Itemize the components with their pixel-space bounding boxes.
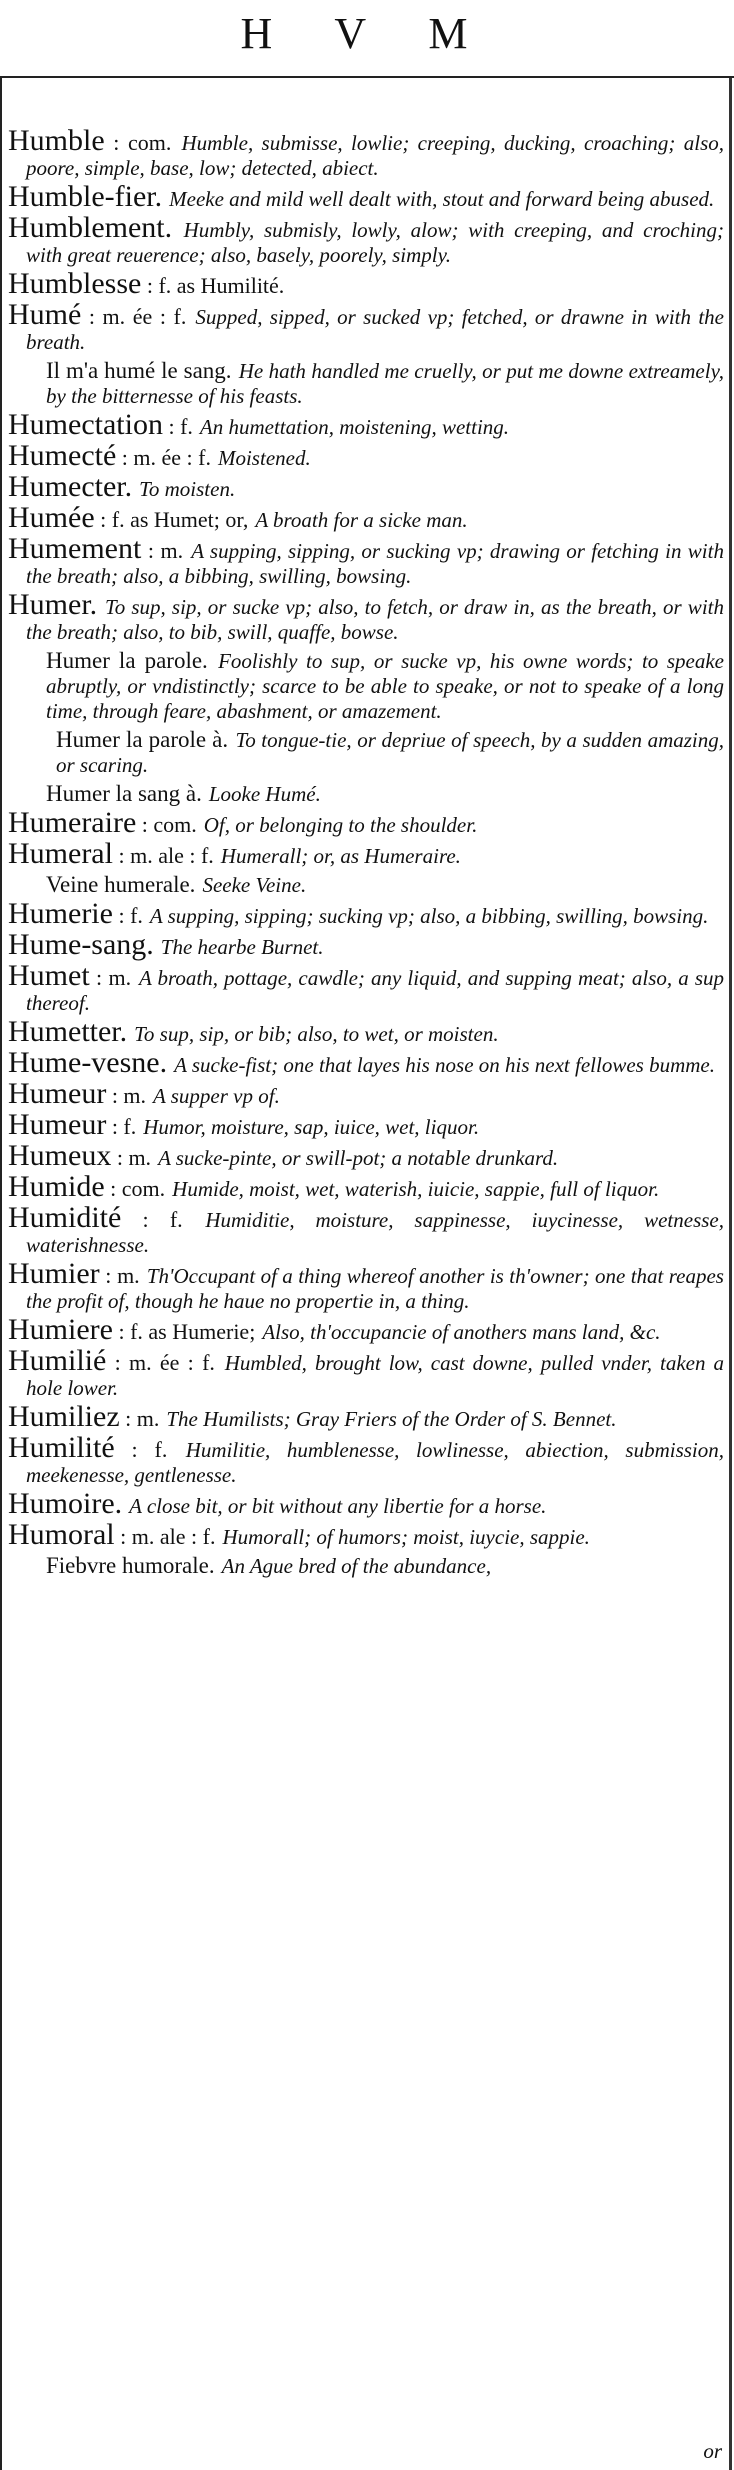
definition: A close bit, or bit without any libertie for a horse. [129,1494,547,1518]
grammar-note: : m. [99,1263,140,1288]
dictionary-entry [8,1400,724,1433]
definition: A supping, sipping, or sucking vp; drawing or fetching in with the breath; also, a bibbing, swilling, bowsing. [26,539,724,588]
dictionary-entry [8,1201,724,1258]
dictionary-entry [8,1170,724,1203]
headword: Humblement. [8,211,173,244]
definition: A broath, pottage, cawdle; any liquid, and supping meat; also, a sup thereof. [26,966,724,1015]
headword: Humer la sang à. [46,781,202,806]
definition: Humiditie, moisture, sappinesse, iuycinesse, wetnesse, waterishnesse. [26,1208,724,1257]
dictionary-entry [8,408,724,441]
headword: Humer. [8,588,98,621]
dictionary-entry [8,298,724,355]
grammar-note: : f. [121,1207,183,1232]
headword: Humecter. [8,470,133,503]
definition: A sucke-fist; one that layes his nose on his next fellowes bumme. [174,1053,715,1077]
dictionary-entry [8,439,724,472]
dictionary-entry [8,1015,724,1048]
dictionary-entry [8,501,724,534]
dictionary-entry [8,124,725,181]
dictionary-entry [8,1108,724,1141]
dictionary-entry [8,1313,724,1346]
headword: Veine humerale. [46,872,196,897]
headword: Humecté [8,439,117,472]
grammar-note: : f. as Humet; or, [94,507,249,532]
headword: Humiliez [8,1400,120,1433]
definition: Humorall; of humors; moist, iuycie, sappie. [222,1525,590,1549]
entry-list [8,124,725,1582]
grammar-note: : m. [111,1145,152,1170]
headword: Humoire. [8,1487,123,1520]
grammar-note: : f. [112,903,143,928]
dictionary-entry [8,1257,724,1314]
dictionary-entry [8,1431,724,1488]
grammar-note: : m. [119,1406,160,1431]
definition: Humbled, brought low, cast downe, pulled vnder, taken a hole lower. [26,1351,724,1400]
headword: Humectation [8,408,163,441]
definition: Humerall; or, as Humeraire. [220,844,461,868]
headword: Humé [8,298,82,331]
dictionary-entry [8,837,724,870]
page-header: H V M [240,9,494,58]
headword: Humilié [8,1344,107,1377]
headword: Humeral [8,837,113,870]
definition: Humbly, submisly, lowly, alow; with creeping, and croching; with great reuerence; also, basely, poorely, simply. [26,218,724,267]
grammar-note: : f. [114,1437,168,1462]
grammar-note: : m. [141,538,184,563]
headword: Humeur [8,1077,107,1110]
headword: Humet [8,959,90,992]
headword: Humide [8,1170,105,1203]
dictionary-entry [8,1077,724,1110]
definition: Also, th'occupancie of anothers mans land, &c. [262,1320,661,1344]
definition: Meeke and mild well dealt with, stout and forward being abused. [169,187,715,211]
dictionary-entry [38,648,724,724]
headword: Humerie [8,897,113,930]
headword: Humilité [8,1431,115,1464]
definition: Of, or belonging to the shoulder. [203,813,478,837]
dictionary-entry [8,1046,724,1079]
definition: Looke Humé. [208,782,321,806]
grammar-note: : m. [106,1083,147,1108]
definition: An Ague bred of the abundance, [221,1554,492,1578]
dictionary-entry [38,781,724,807]
headword: Humiere [8,1313,113,1346]
dictionary-entry [48,727,724,778]
dictionary-entry [8,1518,724,1551]
dictionary-entry [8,470,724,503]
definition: A supping, sipping; sucking vp; also, a bibbing, swilling, bowsing. [149,904,709,928]
dictionary-entry [8,959,724,1016]
definition: An humettation, moistening, wetting. [199,415,510,439]
headword: Hume-vesne. [8,1046,168,1079]
definition: Seeke Veine. [202,873,307,897]
definition: He hath handled me cruelly, or put me downe extreamely, by the bitternesse of his feasts. [46,359,724,408]
headword: Humer la parole. [46,648,208,673]
definition: To moisten. [139,477,236,501]
grammar-note: : m. ale : f. [112,843,214,868]
definition: A broath for a sicke man. [255,508,468,532]
headword: Hume-sang. [8,928,154,961]
grammar-note: : m. [89,965,132,990]
dictionary-entry [8,897,724,930]
dictionary-entry [8,267,724,300]
headword: Humer la parole à. [56,727,229,752]
grammar-note: : m. ée : f. [106,1350,215,1375]
grammar-note: : f. [106,1114,137,1139]
dictionary-entry [8,806,724,839]
headword: Humement [8,532,142,565]
dictionary-entry [8,1487,724,1520]
grammar-note: : f. [162,414,193,439]
grammar-note: : com. [136,812,197,837]
definition: To sup, sip, or sucke vp; also, to fetch, or draw in, as the breath, or with the breath; also, to bib, swill, quaffe, bowse. [26,595,724,644]
definition: Th'Occupant of a thing whereof another is th'owner; one that reapes the profit of, though he haue no propertie in, a thing. [26,1264,724,1313]
definition: The hearbe Burnet. [160,935,324,959]
definition: Humble, submisse, lowlie; creeping, ducking, croaching; also, poore, simple, base, low; detected, abiect. [26,131,725,180]
headword: Fiebvre humorale. [46,1553,215,1578]
dictionary-entry [8,180,724,213]
dictionary-entry [8,928,724,961]
header-rule [0,76,734,78]
definition: Humor, moisture, sap, iuice, wet, liquor. [143,1115,480,1139]
grammar-note: : com. [104,1176,166,1201]
grammar-note: : com. [104,130,172,155]
definition: Supped, sipped, or sucked vp; fetched, or drawne in with the breath. [26,305,724,354]
dictionary-entry [8,1344,724,1401]
definition: Humide, moist, wet, waterish, iuicie, sappie, full of liquor. [172,1177,660,1201]
headword: Humier [8,1257,100,1290]
dictionary-entry [8,1139,724,1172]
headword: Humeur [8,1108,107,1141]
dictionary-entry [8,588,724,645]
grammar-note: : m. ée : f. [116,445,211,470]
left-margin-rule [0,78,2,2470]
dictionary-entry [38,358,724,409]
headword: Humoral [8,1518,115,1551]
right-margin-rule [729,78,732,2470]
dictionary-entry [38,1553,724,1579]
headword: Humeraire [8,806,137,839]
headword: Humidité [8,1201,122,1234]
definition: To sup, sip, or bib; also, to wet, or moisten. [134,1022,499,1046]
dictionary-entry [8,532,724,589]
definition: A supper vp of. [153,1084,280,1108]
grammar-note: : m. ée : f. [81,304,187,329]
grammar-note: : f. as Humilité. [141,273,285,298]
headword: Il m'a humé le sang. [46,358,232,383]
definition: Foolishly to sup, or sucke vp, his owne words; to speake abruptly, or vndistinctly; scarce to be able to speake, or not to speake of a long time, through feare, abashment, or amazement. [46,649,725,723]
headword: Humetter. [8,1015,128,1048]
definition: A sucke-pinte, or swill-pot; a notable drunkard. [158,1146,559,1170]
dictionary-entry [8,211,724,268]
dictionary-entry [38,872,724,898]
headword: Humblesse [8,267,142,300]
definition: To tongue-tie, or depriue of speech, by a sudden amazing, or scaring. [56,728,724,777]
grammar-note: : f. as Humerie; [112,1319,256,1344]
definition: Humilitie, humblenesse, lowlinesse, abiection, submission, meekenesse, gentlenesse. [26,1438,724,1487]
catchword: or [703,2439,722,2463]
headword: Humble-fier. [8,180,163,213]
definition: Moistened. [217,446,311,470]
headword: Humée [8,501,95,534]
headword: Humeux [8,1139,112,1172]
definition: The Humilists; Gray Friers of the Order of S. Bennet. [166,1407,617,1431]
grammar-note: : m. ale : f. [114,1524,216,1549]
headword: Humble [8,124,105,157]
